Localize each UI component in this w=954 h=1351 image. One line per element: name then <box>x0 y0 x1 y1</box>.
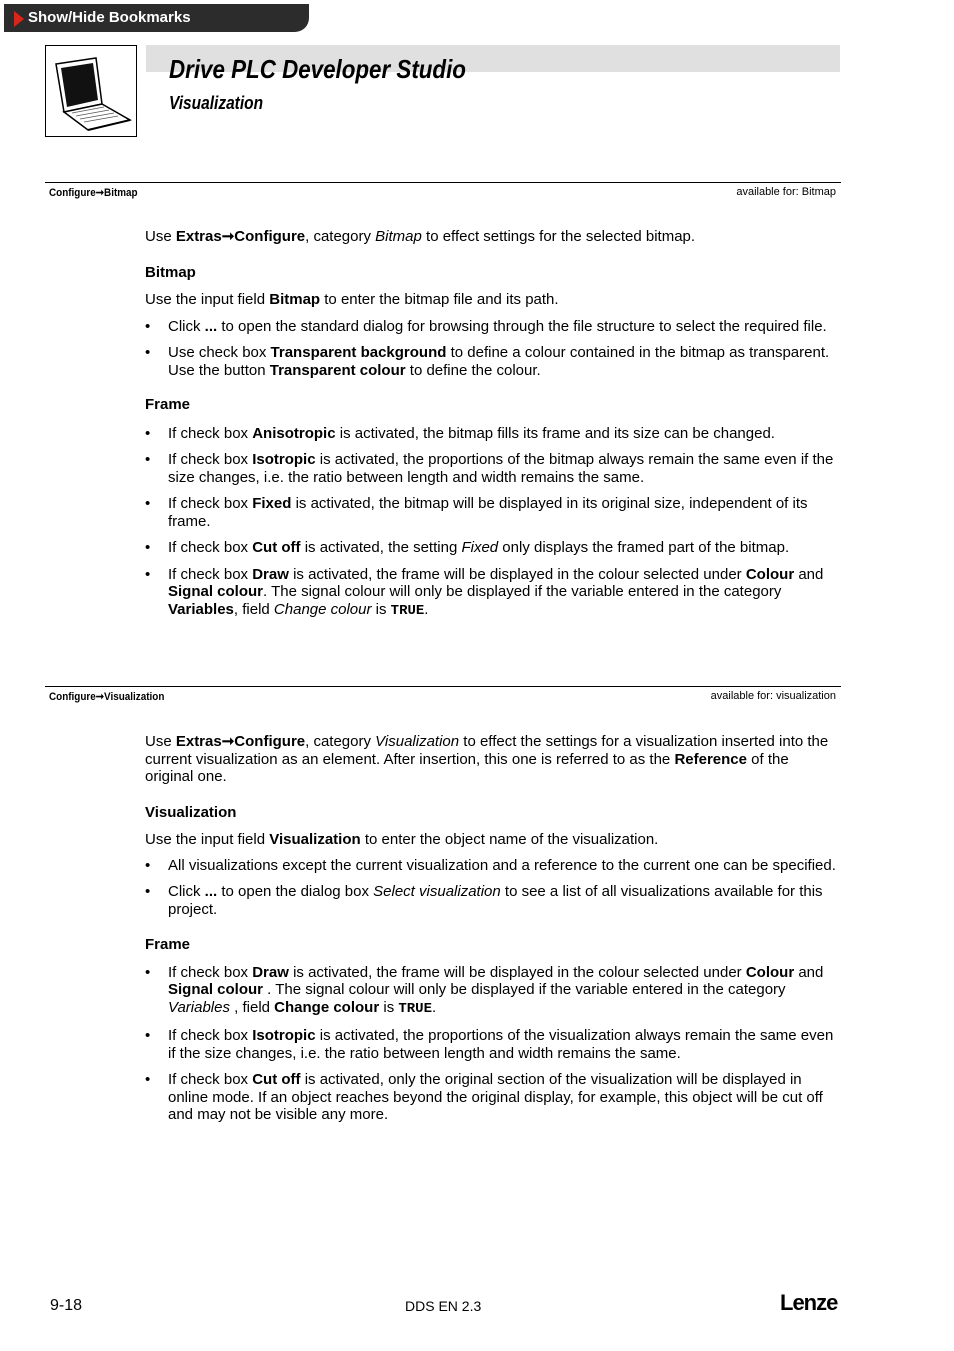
section-body-visualization <box>145 733 841 1124</box>
text-run: to effect settings for the selected bitmap. <box>421 228 696 245</box>
text-run: Select visualization <box>373 883 501 900</box>
paragraph <box>145 831 841 849</box>
text-run: If check box <box>168 539 253 556</box>
text-run: Configure <box>234 228 306 245</box>
text-run: Use the input field <box>145 291 270 308</box>
text-run: of the original one. <box>145 750 789 785</box>
text-run: Isotropic <box>252 1027 316 1044</box>
triangle-right-icon <box>14 11 24 27</box>
availability-note: available for: visualization <box>710 690 836 702</box>
text-run: . The signal colour will only be displayed if the variable entered in the category <box>263 583 782 600</box>
text-run: Transparent colour <box>269 361 406 379</box>
text-run: is <box>379 998 399 1016</box>
document-subtitle: Visualization <box>169 93 264 113</box>
text-run: If check box <box>168 495 253 512</box>
subheading-visualization: Visualization <box>145 803 237 821</box>
text-run: , category <box>305 228 376 245</box>
text-run: to open the standard dialog for browsing through the file structure to select the required file. <box>217 317 827 335</box>
text-run: Change colour <box>274 998 380 1016</box>
section-body-bitmap <box>145 228 841 620</box>
text-run: . <box>424 600 429 618</box>
document-code: DDS EN 2.3 <box>405 1298 482 1314</box>
text-run: Transparent background <box>270 344 447 361</box>
text-run: is activated, the frame will be displayed in the colour selected under <box>288 565 746 583</box>
list-item <box>145 964 841 1019</box>
text-run: Visualization <box>375 733 460 750</box>
text-run: to see a list of all visualizations available for this project. <box>168 883 823 918</box>
text-run: to define the colour. <box>405 361 541 379</box>
list-item <box>145 566 841 621</box>
section-heading-visualization: Configure➞Visualization <box>49 691 165 703</box>
text-run: Isotropic <box>252 451 316 468</box>
text-run: Fixed <box>461 539 499 556</box>
show-hide-bookmarks-button[interactable] <box>4 4 309 32</box>
subheading-frame: Frame <box>145 396 191 413</box>
paragraph <box>145 291 841 309</box>
text-run: Signal colour <box>168 981 264 998</box>
list-item <box>145 451 841 486</box>
text-run: . <box>431 998 437 1016</box>
bullet-list <box>145 318 841 380</box>
list-item <box>145 425 841 443</box>
section-divider <box>45 182 841 183</box>
bookmarks-label: Show/Hide Bookmarks <box>28 9 191 26</box>
text-run: Cut off <box>252 1071 301 1088</box>
text-run: Configure <box>234 733 306 750</box>
intro-paragraph <box>145 228 841 246</box>
text-run: If check box <box>168 1071 253 1088</box>
text-run: Use <box>145 228 176 245</box>
text-run: TRUE <box>390 602 425 619</box>
text-run: Visualization <box>269 831 361 848</box>
text-run: Bitmap <box>269 291 321 308</box>
text-run: to define a colour contained in the bitmap as transparent. Use the button <box>168 344 830 379</box>
text-run: Use check box <box>168 344 271 361</box>
list-item <box>145 344 841 379</box>
text-run: ... <box>204 883 218 900</box>
text-run: ... <box>204 317 218 335</box>
text-run: TRUE <box>398 1000 432 1017</box>
text-run: Click <box>168 883 205 900</box>
text-run: If check box <box>168 565 253 583</box>
text-run: If check box <box>168 451 253 468</box>
text-run: only displays the framed part of the bitmap. <box>498 539 790 556</box>
intro-paragraph <box>145 733 841 786</box>
lenze-logo: Lenze <box>780 1290 838 1315</box>
section-divider <box>45 686 841 687</box>
text-run: . The signal colour will only be displayed if the variable entered in the category <box>263 981 786 998</box>
text-run: , field <box>233 600 274 618</box>
text-run: Signal colour <box>168 583 264 600</box>
text-run: Draw <box>252 963 289 981</box>
text-run: Use <box>145 733 176 750</box>
text-run: to enter the bitmap file and its path. <box>320 291 559 308</box>
list-item <box>145 1071 841 1124</box>
text-run: is activated, the proportions of the visualization always remain the same even if the size changes, i.e. the ratio between length and width remains the same. <box>168 1027 834 1062</box>
text-run: Cut off <box>252 539 301 556</box>
text-run: Colour <box>745 565 795 583</box>
text-run: Fixed <box>252 495 292 512</box>
subheading-bitmap: Bitmap <box>145 263 196 281</box>
text-run: Variables <box>168 998 230 1016</box>
text-run: ➞ <box>221 733 235 750</box>
text-run: All visualizations except the current visualization and a reference to the current one can be specified. <box>168 856 836 874</box>
text-run: is activated, the frame will be displayed in the colour selected under <box>288 963 746 981</box>
list-item <box>145 883 841 918</box>
text-run: Colour <box>745 963 795 981</box>
text-run: Draw <box>252 565 289 583</box>
document-title: Drive PLC Developer Studio <box>169 54 466 84</box>
text-run: Change colour <box>273 600 372 618</box>
text-run: Extras <box>175 733 222 750</box>
text-run: is activated, only the original section of the visualization will be displayed in online mode. If an object reaches beyond the original display, for example, this object will be cut off and may not be visible any more. <box>168 1071 823 1123</box>
text-run: , category <box>305 733 376 750</box>
text-run: to open the dialog box <box>217 883 374 900</box>
text-run: If check box <box>168 963 253 981</box>
bullet-list <box>145 425 841 621</box>
subheading-frame: Frame <box>145 936 191 953</box>
text-run: If check box <box>168 424 253 442</box>
text-run: and <box>794 963 824 981</box>
text-run: ➞ <box>221 228 235 245</box>
bullet-list <box>145 857 841 919</box>
list-item <box>145 857 841 875</box>
availability-note: available for: Bitmap <box>736 186 836 198</box>
text-run: is activated, the proportions of the bitmap always remain the same even if the size changes, i.e. the ratio between length and width remains the same. <box>168 451 834 486</box>
text-run: is <box>371 600 391 618</box>
text-run: is activated, the bitmap fills its frame and its size can be changed. <box>335 424 775 442</box>
list-item <box>145 1027 841 1062</box>
text-run: is activated, the bitmap will be displayed in its original size, independent of its frame. <box>168 495 808 530</box>
bullet-list <box>145 964 841 1124</box>
text-run: Anisotropic <box>252 424 336 442</box>
section-heading-bitmap: Configure➞Bitmap <box>49 187 138 199</box>
text-run: Extras <box>175 228 222 245</box>
text-run: to enter the object name of the visualization. <box>360 831 659 848</box>
text-run: , field <box>229 998 275 1016</box>
text-run: If check box <box>168 1027 253 1044</box>
page-number: 9-18 <box>50 1297 83 1314</box>
text-run: Use the input field <box>145 831 270 848</box>
text-run: Bitmap <box>375 228 422 245</box>
list-item <box>145 495 841 530</box>
list-item <box>145 318 841 336</box>
text-run: to effect the settings for a visualization inserted into the current visualization as an element. After insertion, this one is referred to as the <box>145 733 829 768</box>
text-run: is activated, the setting <box>300 539 462 556</box>
text-run: Reference <box>674 750 747 768</box>
laptop-icon <box>45 45 137 137</box>
text-run: Click <box>168 317 205 335</box>
list-item <box>145 539 841 557</box>
text-run: and <box>794 565 824 583</box>
text-run: Variables <box>168 600 234 618</box>
